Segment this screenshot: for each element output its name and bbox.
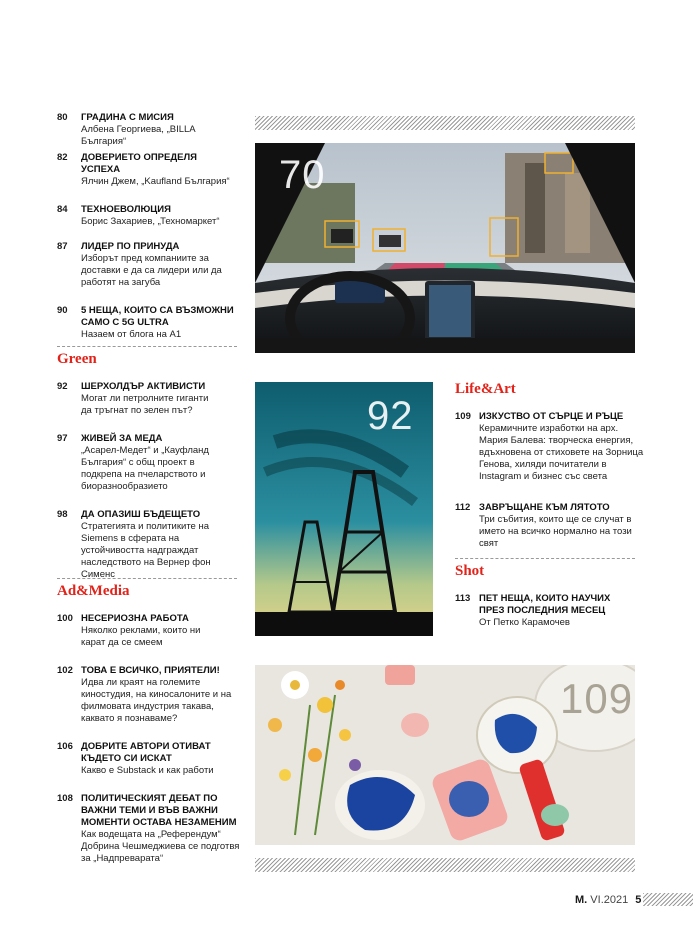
page-number: 82 <box>57 152 68 163</box>
section-heading-green: Green <box>57 351 97 367</box>
decorative-hatch-bar <box>255 858 635 872</box>
entry-title: ШЕРХОЛДЪР АКТИВИСТИ <box>81 381 206 392</box>
folio <box>575 894 641 906</box>
entry-title: 5 НЕЩА, КОИТО СА ВЪЗМОЖНИ САМО С 5G ULTRA <box>81 305 234 328</box>
entry-subtitle: Как водещата на „Референдум“ Добрина Чешмеджиева се подготвя за „Надпреварата“ <box>81 829 240 864</box>
entry-subtitle: Изборът пред компаниите за доставки е да са лидери или да работят на загуба <box>81 253 222 288</box>
entry-subtitle: Идва ли краят на големите киностудия, на киносалоните и на филмовата индустрия такава, каквато я познаваме? <box>81 677 232 724</box>
page-number: 112 <box>455 502 471 513</box>
toc-entry[interactable] <box>57 433 237 493</box>
toc-entry[interactable] <box>455 593 645 629</box>
page-number-overlay: 109 <box>560 675 634 722</box>
entry-subtitle: Керамичните изработки на арх. Мария Балева: творческа енергия, вдъхновена от стиховете на Зорница Генова, хиляди почитатели в Instagram и бизнес със света <box>479 423 644 482</box>
entry-subtitle: Ялчин Джем, „Kaufland България“ <box>81 176 230 187</box>
page-number: 80 <box>57 112 68 123</box>
divider <box>57 578 237 579</box>
entry-title: НЕСЕРИОЗНА РАБОТА <box>81 613 189 624</box>
page-number-overlay: 70 <box>279 153 326 197</box>
toc-entry[interactable] <box>57 112 237 148</box>
entry-title: ЗАВРЪЩАНЕ КЪМ ЛЯТОТО <box>479 502 610 513</box>
entry-title: ТЕХНОЕВОЛЮЦИЯ <box>81 204 171 215</box>
entry-subtitle: От Петко Карамочев <box>479 617 570 628</box>
entry-title: ПЕТ НЕЩА, КОИТО НАУЧИХ ПРЕЗ ПОСЛЕДНИЯ МЕСЕЦ <box>479 593 611 616</box>
entry-title: ДА ОПАЗИШ БЪДЕЩЕТО <box>81 509 201 520</box>
page-number-overlay: 92 <box>367 394 414 438</box>
entry-subtitle: Албена Георгиева, „BILLA България“ <box>81 124 196 147</box>
divider <box>57 346 237 347</box>
decorative-hatch-bar <box>255 116 635 130</box>
page-number: 113 <box>455 593 471 604</box>
page-number: 108 <box>57 793 73 804</box>
entry-subtitle: Могат ли петролните гиганти да тръгнат по зелен път? <box>81 393 209 416</box>
section-heading-admedia: Ad&Media <box>57 583 130 599</box>
oil-pump-photo <box>255 382 433 636</box>
entry-title: ТОВА Е ВСИЧКО, ПРИЯТЕЛИ! <box>81 665 220 676</box>
entry-subtitle: Няколко реклами, които ни карат да се смеем <box>81 625 201 648</box>
toc-entry[interactable] <box>57 509 237 581</box>
entry-title: ЖИВЕЙ ЗА МЕДА <box>81 433 163 444</box>
entry-title: ИЗКУСТВО ОТ СЪРЦЕ И РЪЦЕ <box>479 411 624 422</box>
entry-subtitle: Три събития, които ще се случат в името на всичко нормално на този свят <box>479 514 632 549</box>
magazine-brand: M. <box>575 894 588 906</box>
toc-entry[interactable] <box>455 502 645 550</box>
section-heading-lifeart: Life&Art <box>455 381 516 397</box>
entry-subtitle: Какво е Substack и как работи <box>81 765 214 776</box>
toc-entry[interactable] <box>455 411 645 483</box>
toc-entry[interactable] <box>57 305 237 341</box>
page-number: 97 <box>57 433 68 444</box>
page-number: 84 <box>57 204 68 215</box>
page-number: 90 <box>57 305 68 316</box>
page-number: 98 <box>57 509 68 520</box>
ceramics-photo <box>255 665 635 845</box>
entry-subtitle: „Асарел-Медет“ и „Кауфланд България“ с общ проект в подкрепа на пчеларството и биоразнообразието <box>81 445 209 492</box>
entry-title: ПОЛИТИЧЕСКИЯТ ДЕБАТ ПО ВАЖНИ ТЕМИ И ВЪВ ВАЖНИ МОМЕНТИ ОСТАВА НЕЗАМЕНИМ <box>81 793 237 828</box>
entry-subtitle: Борис Захариев, „Техномаркет“ <box>81 216 220 227</box>
toc-entry[interactable] <box>57 741 237 777</box>
page-number: 87 <box>57 241 68 252</box>
page-number: 100 <box>57 613 73 624</box>
entry-subtitle: Назаем от блога на А1 <box>81 329 182 340</box>
entry-title: ЛИДЕР ПО ПРИНУДА <box>81 241 180 252</box>
toc-entry[interactable] <box>57 613 237 649</box>
page-number: 92 <box>57 381 68 392</box>
entry-title: ДОБРИТЕ АВТОРИ ОТИВАТ КЪДЕТО СИ ИСКАТ <box>81 741 211 764</box>
toc-entry[interactable] <box>57 241 237 289</box>
car-interior-photo <box>255 143 635 353</box>
entry-title: ДОВЕРИЕТО ОПРЕДЕЛЯ УСПЕХА <box>81 152 197 175</box>
toc-entry[interactable] <box>57 381 237 417</box>
toc-entry[interactable] <box>57 204 237 228</box>
issue-date: VI.2021 <box>590 894 629 906</box>
page-number: 102 <box>57 665 73 676</box>
entry-title: ГРАДИНА С МИСИЯ <box>81 112 174 123</box>
toc-entry[interactable] <box>57 152 237 188</box>
section-heading-shot: Shot <box>455 563 485 579</box>
toc-entry[interactable] <box>57 665 237 725</box>
page-number: 109 <box>455 411 471 422</box>
entry-subtitle: Стратегията и политиките на Siemens в сферата на устойчивостта надграждат наследството на Вернер фон Сименс <box>81 521 211 580</box>
divider <box>455 558 635 559</box>
decorative-hatch-bar <box>643 893 693 906</box>
page-number: 106 <box>57 741 73 752</box>
toc-entry[interactable] <box>57 793 240 865</box>
folio-page-number: 5 <box>635 894 642 906</box>
